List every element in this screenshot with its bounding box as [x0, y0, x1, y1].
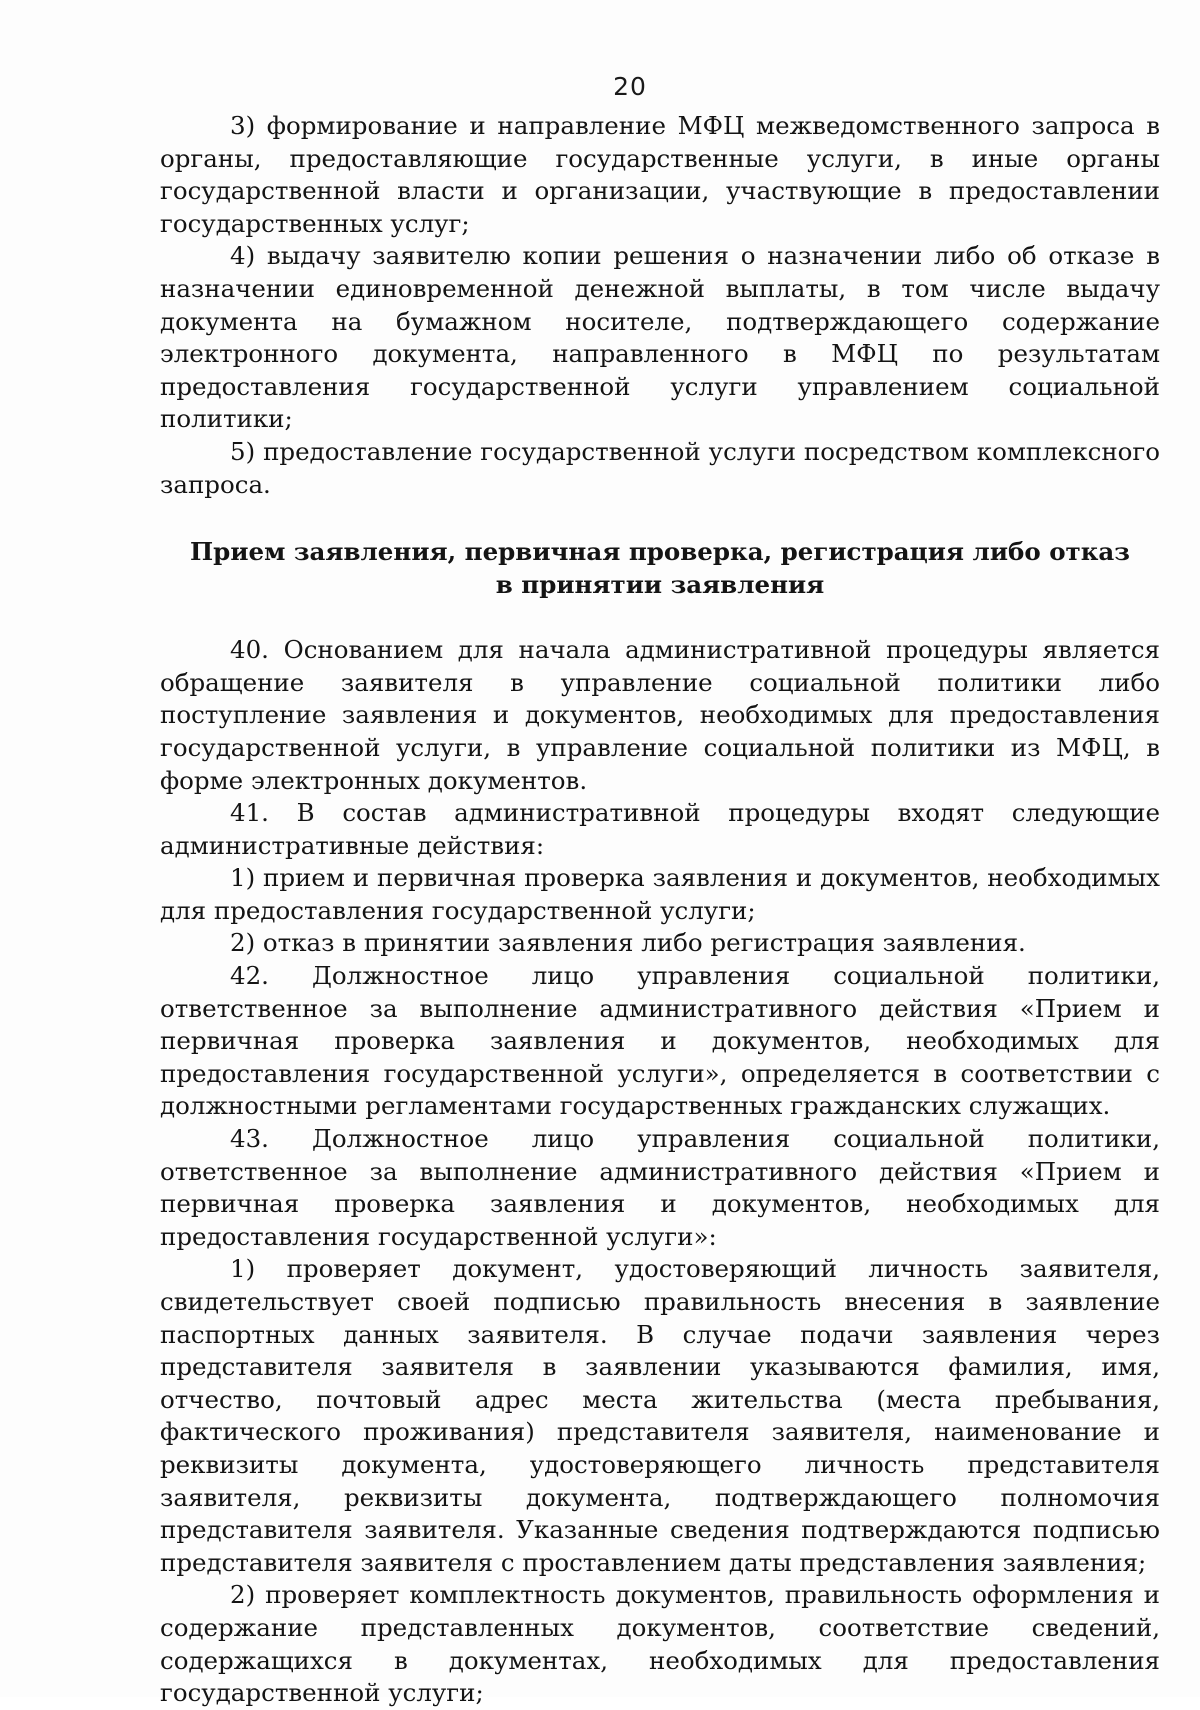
- paragraph-item-5: 5) предоставление государственной услуги посредством комплексного запроса.: [160, 436, 1160, 499]
- page-number: 20: [613, 72, 647, 101]
- section-heading: [160, 535, 1160, 601]
- clause-43-item-2: 2) проверяет комплектность документов, правильность оформления и содержание представленных документов, соответствие сведений, содержащихся в документах, необходимых для предоставления государственной услуги;: [160, 1580, 1160, 1708]
- section-heading-line-2: в принятии заявления: [495, 570, 825, 600]
- clause-42: 42. Должностное лицо управления социальной политики, ответственное за выполнение административного действия «Прием и первичная проверка заявления и документов, необходимых для предоставления государственной услуги», определяется в соответствии с должностными регламентами государственных гражданских служащих.: [160, 961, 1160, 1121]
- document-body: [160, 110, 1160, 1710]
- clause-41-item-2: 2) отказ в принятии заявления либо регистрация заявления.: [230, 928, 1026, 958]
- clause-43: 43. Должностное лицо управления социальной политики, ответственное за выполнение административного действия «Прием и первичная проверка заявления и документов, необходимых для предоставления государственной услуги»:: [160, 1124, 1160, 1251]
- clause-43-item-1: 1) проверяет документ, удостоверяющий личность заявителя, свидетельствует своей подписью правильность внесения в заявление паспортных данных заявителя. В случае подачи заявления через представителя заявителя в заявлении указываются фамилия, имя, отчество, почтовый адрес места жительства (места пребывания, фактического проживания) представителя заявителя, наименование и реквизиты документа, удостоверяющего личность представителя заявителя, реквизиты документа, подтверждающего полномочия представителя заявителя. Указанные сведения подтверждаются подписью представителя заявителя с проставлением даты представления заявления;: [160, 1254, 1160, 1577]
- paragraph-item-4: 4) выдачу заявителю копии решения о назначении либо об отказе в назначении единовременной денежной выплаты, в том числе выдачу документа на бумажном носителе, подтверждающего содержание электронного документа, направленного в МФЦ по результатам предоставления государственной услуги управлением социальной политики;: [160, 241, 1160, 434]
- clause-41: 41. В состав административной процедуры входят следующие административные действия:: [160, 798, 1160, 860]
- section-heading-line-1: Прием заявления, первичная проверка, регистрация либо отказ: [190, 537, 1130, 567]
- paragraph-item-3: 3) формирование и направление МФЦ межведомственного запроса в органы, предоставляющие государственные услуги, в иные органы государственной власти и организации, участвующие в предоставлении государственных услуг;: [160, 111, 1160, 238]
- clause-41-item-1: 1) прием и первичная проверка заявления и документов, необходимых для предоставления государственной услуги;: [160, 863, 1160, 925]
- clause-40: 40. Основанием для начала административной процедуры является обращение заявителя в управление социальной политики либо поступление заявления и документов, необходимых для предоставления государственной услуги, в управление социальной политики из МФЦ, в форме электронных документов.: [160, 635, 1160, 795]
